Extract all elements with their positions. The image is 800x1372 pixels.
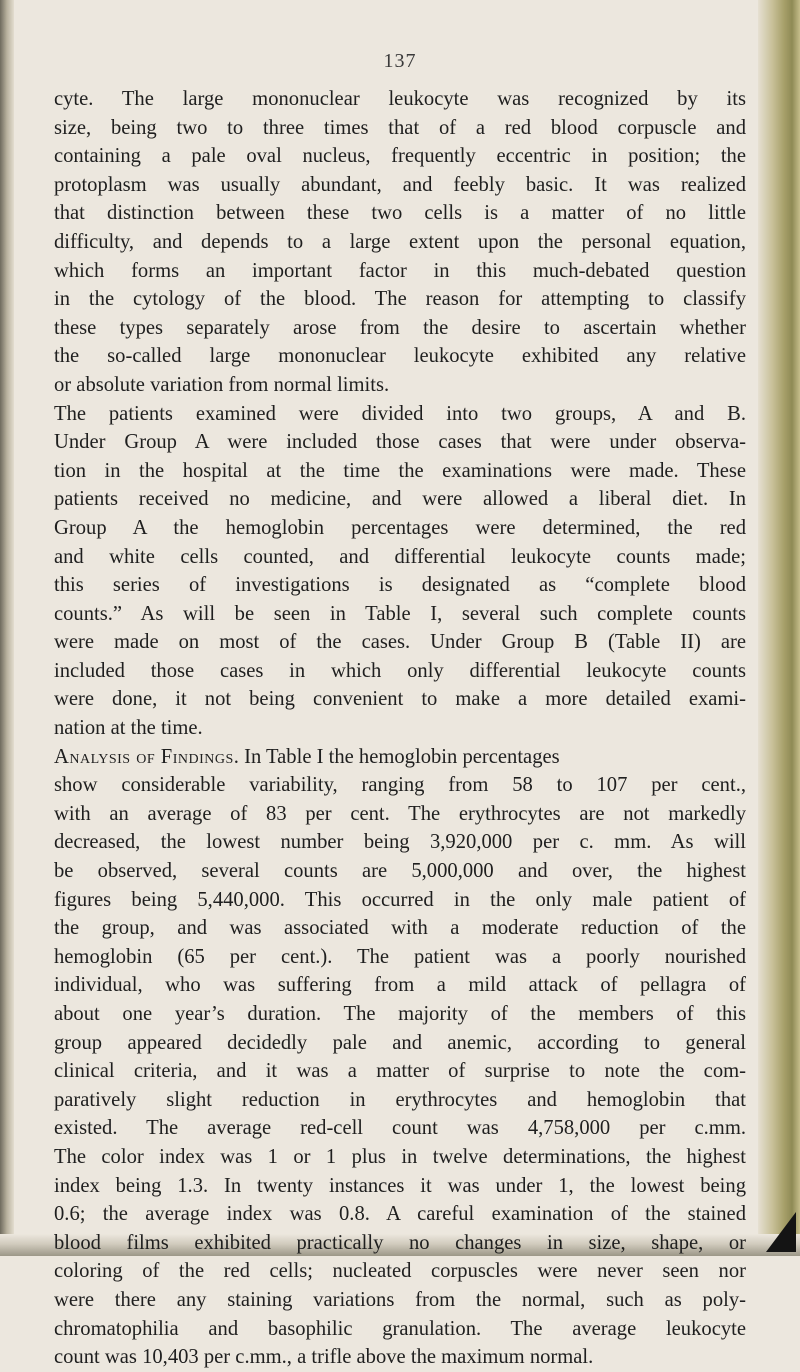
page-number: 137 xyxy=(383,50,417,72)
text-line: included those cases in which only differential leukocyte counts xyxy=(54,659,746,682)
text-line: which forms an important factor in this much-debated question xyxy=(54,259,746,282)
text-line: the so-called large mononuclear leukocyte exhibited any relative xyxy=(54,345,746,368)
text-line: blood films exhibited practically no changes in size, shape, or xyxy=(54,1231,746,1254)
text-line: clinical criteria, and it was a matter of surprise to note the com- xyxy=(54,1060,746,1083)
text-line: that distinction between these two cells is a matter of no little xyxy=(54,202,746,225)
text-line: tion in the hospital at the time the examinations were made. These xyxy=(54,459,746,482)
text-line: or absolute variation from normal limits. xyxy=(54,373,390,396)
page-right-edge-binding xyxy=(758,0,800,1256)
text-line: paratively slight reduction in erythrocytes and hemoglobin that xyxy=(54,1088,746,1111)
text-line: were made on most of the cases. Under Group B (Table II) are xyxy=(54,631,746,654)
page-left-edge-shadow xyxy=(0,0,14,1256)
text-line: patients received no medicine, and were allowed a liberal diet. In xyxy=(54,488,746,511)
text-line: in the cytology of the blood. The reason for attempting to classify xyxy=(54,288,746,311)
text-line: nation at the time. xyxy=(54,717,203,740)
text-line: and white cells counted, and differential leukocyte counts made; xyxy=(54,545,746,568)
text-line: hemoglobin (65 per cent.). The patient was a poorly nourished xyxy=(54,945,746,968)
text-line: . In Table I the hemoglobin percentages xyxy=(233,745,560,768)
text-line: count was 10,403 per c.mm., a trifle above the maximum normal. xyxy=(54,1346,594,1369)
body-text xyxy=(54,85,746,1372)
text-line: this series of investigations is designated as “complete blood xyxy=(54,574,746,597)
text-line: be observed, several counts are 5,000,000 and over, the highest xyxy=(54,860,746,883)
text-line: were done, it not being convenient to make a more detailed exami- xyxy=(54,688,746,711)
text-line: The color index was 1 or 1 plus in twelve determinations, the highest xyxy=(54,1145,746,1168)
text-line: group appeared decidedly pale and anemic, according to general xyxy=(54,1031,746,1054)
text-line: protoplasm was usually abundant, and feebly basic. It was realized xyxy=(54,173,746,196)
text-line: the group, and was associated with a moderate reduction of the xyxy=(54,917,746,940)
text-line: size, being two to three times that of a red blood corpuscle and xyxy=(54,116,746,139)
text-line: coloring of the red cells; nucleated corpuscles were never seen nor xyxy=(54,1260,746,1283)
section-heading: Analysis of Findings xyxy=(54,745,234,768)
text-line: these types separately arose from the desire to ascertain whether xyxy=(54,316,746,339)
text-line: index being 1.3. In twenty instances it was under 1, the lowest being xyxy=(54,1174,746,1197)
section-heading-line xyxy=(54,743,746,772)
text-line: figures being 5,440,000. This occurred in the only male patient of xyxy=(54,888,746,911)
text-line: Group A the hemoglobin percentages were determined, the red xyxy=(54,516,746,539)
corner-mark xyxy=(766,1212,796,1252)
text-line: show considerable variability, ranging from 58 to 107 per cent., xyxy=(54,774,746,797)
text-line: chromatophilia and basophilic granulation. The average leukocyte xyxy=(54,1317,746,1340)
text-line: 0.6; the average index was 0.8. A careful examination of the stained xyxy=(54,1203,746,1226)
text-line: were there any staining variations from the normal, such as poly- xyxy=(54,1288,746,1311)
text-line: individual, who was suffering from a mild attack of pellagra of xyxy=(54,974,746,997)
text-line: counts.” As will be seen in Table I, several such complete counts xyxy=(54,602,746,625)
text-line: difficulty, and depends to a large extent upon the personal equation, xyxy=(54,230,746,253)
text-line: Under Group A were included those cases that were under observa- xyxy=(54,431,746,454)
text-line: The patients examined were divided into two groups, A and B. xyxy=(54,402,746,425)
text-line: containing a pale oval nucleus, frequently eccentric in position; the xyxy=(54,145,746,168)
text-line: decreased, the lowest number being 3,920,000 per c. mm. As will xyxy=(54,831,746,854)
text-line: existed. The average red-cell count was 4,758,000 per c.mm. xyxy=(54,1117,746,1140)
text-line: about one year’s duration. The majority of the members of this xyxy=(54,1003,746,1025)
text-line: with an average of 83 per cent. The erythrocytes are not markedly xyxy=(54,802,746,825)
text-line: cyte. The large mononuclear leukocyte was recognized by its xyxy=(54,88,746,110)
